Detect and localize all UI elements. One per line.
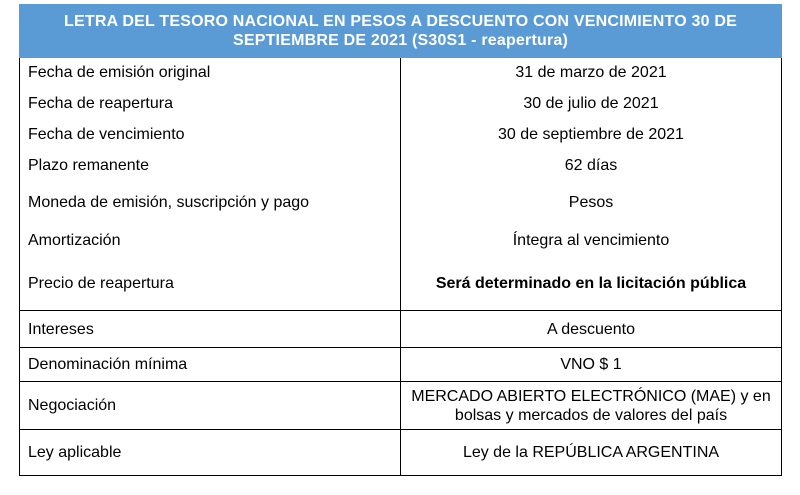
- bond-terms-table: [19, 4, 782, 476]
- row-value: 62 días: [401, 150, 782, 181]
- table-title: LETRA DEL TESORO NACIONAL EN PESOS A DESCUENTO CON VENCIMIENTO 30 DE SEPTIEMBRE DE 2021 (S30S1 - reapertura): [20, 5, 782, 58]
- table-row: [20, 150, 782, 181]
- row-label: Fecha de reapertura: [20, 88, 401, 119]
- table-row: [20, 311, 782, 348]
- table-row: [20, 430, 782, 476]
- row-value: 30 de julio de 2021: [401, 88, 782, 119]
- row-label: Negociación: [20, 382, 401, 430]
- row-label: Fecha de emisión original: [20, 58, 401, 88]
- row-label: Moneda de emisión, suscripción y pago: [20, 181, 401, 225]
- row-value: A descuento: [401, 311, 782, 348]
- table-row: [20, 119, 782, 150]
- row-label: Plazo remanente: [20, 150, 401, 181]
- row-label: Denominación mínima: [20, 348, 401, 382]
- row-label: Fecha de vencimiento: [20, 119, 401, 150]
- table-row: [20, 225, 782, 257]
- table-row: [20, 348, 782, 382]
- row-value: VNO $ 1: [401, 348, 782, 382]
- row-value: Íntegra al vencimiento: [401, 225, 782, 257]
- table-header-row: [20, 5, 782, 58]
- table-row: [20, 88, 782, 119]
- row-label: Amortización: [20, 225, 401, 257]
- table-row: [20, 382, 782, 430]
- row-label: Ley aplicable: [20, 430, 401, 476]
- row-label: Intereses: [20, 311, 401, 348]
- table-row: [20, 181, 782, 225]
- row-value: MERCADO ABIERTO ELECTRÓNICO (MAE) y en bolsas y mercados de valores del país: [401, 382, 782, 430]
- row-label: Precio de reapertura: [20, 257, 401, 311]
- row-value: Será determinado en la licitación pública: [401, 257, 782, 311]
- row-value: 31 de marzo de 2021: [401, 58, 782, 88]
- row-value: Ley de la REPÚBLICA ARGENTINA: [401, 430, 782, 476]
- table-row: [20, 58, 782, 88]
- row-value: Pesos: [401, 181, 782, 225]
- bond-terms-table-container: [19, 4, 782, 476]
- row-value: 30 de septiembre de 2021: [401, 119, 782, 150]
- table-row: [20, 257, 782, 311]
